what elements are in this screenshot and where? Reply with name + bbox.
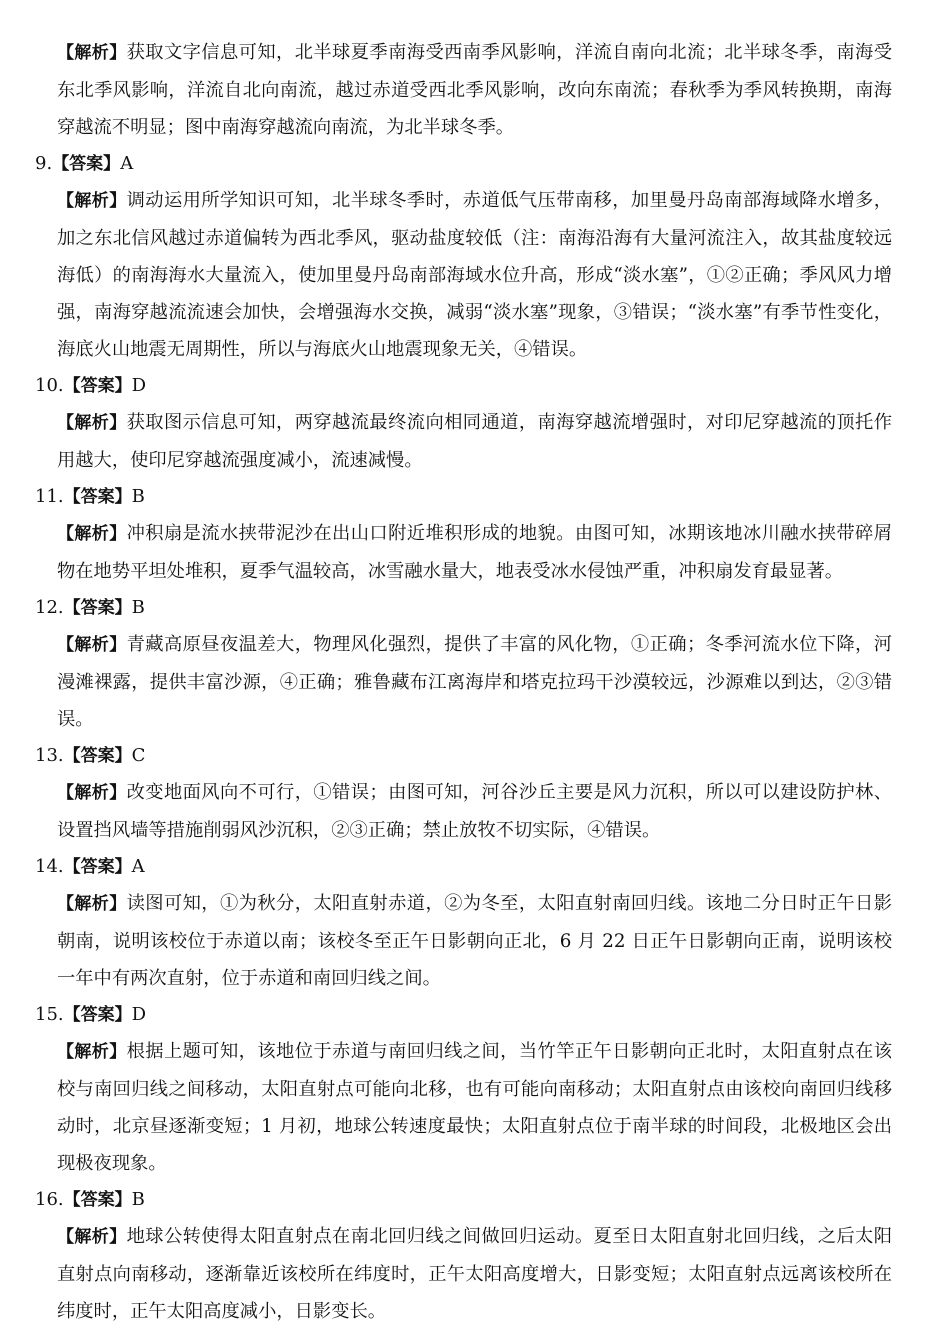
analysis-text: 读图可知，①为秋分，太阳直射赤道，②为冬至，太阳直射南回归线。该地二分日时正午日影朝南，说明该校位于赤道以南；该校冬至正午日影朝向正北，6 月 22 日正午日影朝向正南，说明该校一年中有两次直射，位于赤道和南回归线之间。 (57, 893, 893, 989)
analysis-label: 【解析】 (57, 783, 127, 803)
item-11 (0, 479, 950, 590)
question-number: 16. (35, 1189, 64, 1210)
analysis-paragraph (0, 1033, 950, 1182)
analysis-paragraph (0, 515, 950, 590)
answer-line (0, 738, 950, 774)
analysis-text: 冲积扇是流水挟带泥沙在出山口附近堆积形成的地貌。由图可知，冰期该地冰川融水挟带碎屑物在地势平坦处堆积，夏季气温较高，冰雪融水量大，地表受冰水侵蚀严重，冲积扇发育最显著。 (57, 523, 893, 582)
analysis-label: 【解析】 (57, 524, 127, 544)
analysis-text: 地球公转使得太阳直射点在南北回归线之间做回归运动。夏至日太阳直射北回归线，之后太阳直射点向南移动，逐渐靠近该校所在纬度时，正午太阳高度增大，日影变短；太阳直射点远离该校所在纬度时，正午太阳高度减小，日影变长。 (57, 1226, 893, 1322)
answer-line (0, 368, 950, 404)
analysis-paragraph (0, 404, 950, 479)
question-number: 13. (35, 745, 64, 766)
answer-sheet (0, 34, 950, 1330)
question-number: 12. (35, 597, 64, 618)
answer-choice: A (131, 856, 145, 877)
answer-label: 【答案】 (63, 1005, 132, 1025)
analysis-text: 根据上题可知，该地位于赤道与南回归线之间，当竹竿正午日影朝向正北时，太阳直射点在该校与南回归线之间移动，太阳直射点可能向北移，也有可能向南移动；太阳直射点由该校向南回归线移动时，北京昼逐渐变短；1 月初，地球公转速度最快；太阳直射点位于南半球的时间段，北极地区会出现极夜现象。 (57, 1041, 893, 1174)
answer-line (0, 1182, 950, 1218)
analysis-paragraph (0, 885, 950, 997)
analysis-text: 青藏高原昼夜温差大，物理风化强烈，提供了丰富的风化物，①正确；冬季河流水位下降，河漫滩裸露，提供丰富沙源，④正确；雅鲁藏布江离海岸和塔克拉玛干沙漠较远，沙源难以到达，②③错误。 (57, 634, 893, 730)
analysis-label: 【解析】 (57, 43, 127, 63)
question-number: 10. (35, 375, 64, 396)
analysis-label: 【解析】 (57, 894, 127, 914)
analysis-text: 改变地面风向不可行，①错误；由图可知，河谷沙丘主要是风力沉积，所以可以建设防护林、设置挡风墙等措施削弱风沙沉积，②③正确；禁止放牧不切实际，④错误。 (57, 782, 893, 841)
answer-label: 【答案】 (63, 487, 132, 507)
item-8-continuation (0, 34, 950, 146)
answer-choice: C (131, 745, 146, 766)
item-14 (0, 849, 950, 997)
question-number: 11. (35, 486, 64, 507)
analysis-text: 获取文字信息可知，北半球夏季南海受西南季风影响，洋流自南向北流；北半球冬季，南海受东北季风影响，洋流自北向南流，越过赤道受西北季风影响，改向东南流；春秋季为季风转换期，南海穿越流不明显；图中南海穿越流向南流，为北半球冬季。 (57, 42, 893, 138)
answer-choice: B (131, 1189, 145, 1210)
answer-choice: A (120, 153, 134, 174)
answer-line (0, 146, 950, 182)
question-number: 15. (35, 1004, 64, 1025)
answer-choice: D (131, 1004, 147, 1025)
analysis-label: 【解析】 (57, 413, 127, 433)
analysis-paragraph (0, 182, 950, 368)
analysis-label: 【解析】 (57, 1227, 127, 1247)
answer-line (0, 590, 950, 626)
question-number: 9. (35, 153, 53, 174)
analysis-label: 【解析】 (57, 635, 127, 655)
analysis-label: 【解析】 (57, 1042, 127, 1062)
item-16 (0, 1182, 950, 1330)
answer-label: 【答案】 (63, 746, 132, 766)
analysis-paragraph (0, 774, 950, 849)
analysis-text: 调动运用所学知识可知，北半球冬季时，赤道低气压带南移，加里曼丹岛南部海域降水增多，加之东北信风越过赤道偏转为西北季风，驱动盐度较低（注：南海沿海有大量河流注入，故其盐度较远海低）的南海海水大量流入，使加里曼丹岛南部海域水位升高，形成“淡水塞”，①②正确；季风风力增强，南海穿越流流速会加快，会增强海水交换，减弱“淡水塞”现象，③错误；“淡水塞”有季节性变化，海底火山地震无周期性，所以与海底火山地震现象无关，④错误。 (57, 190, 893, 360)
answer-label: 【答案】 (63, 857, 132, 877)
answer-label: 【答案】 (52, 154, 121, 174)
analysis-paragraph (0, 1218, 950, 1330)
answer-label: 【答案】 (63, 376, 132, 396)
analysis-paragraph (0, 626, 950, 738)
analysis-paragraph (0, 34, 950, 146)
answer-label: 【答案】 (63, 598, 132, 618)
analysis-text: 获取图示信息可知，两穿越流最终流向相同通道，南海穿越流增强时，对印尼穿越流的顶托作用越大，使印尼穿越流强度减小，流速减慢。 (57, 412, 893, 471)
item-15 (0, 997, 950, 1182)
answer-choice: B (131, 597, 145, 618)
item-10 (0, 368, 950, 479)
item-12 (0, 590, 950, 738)
answer-choice: B (131, 486, 145, 507)
item-13 (0, 738, 950, 849)
answer-choice: D (131, 375, 147, 396)
item-9 (0, 146, 950, 368)
question-number: 14. (35, 856, 64, 877)
answer-line (0, 997, 950, 1033)
answer-label: 【答案】 (63, 1190, 132, 1210)
analysis-label: 【解析】 (57, 191, 127, 211)
answer-line (0, 479, 950, 515)
answer-line (0, 849, 950, 885)
